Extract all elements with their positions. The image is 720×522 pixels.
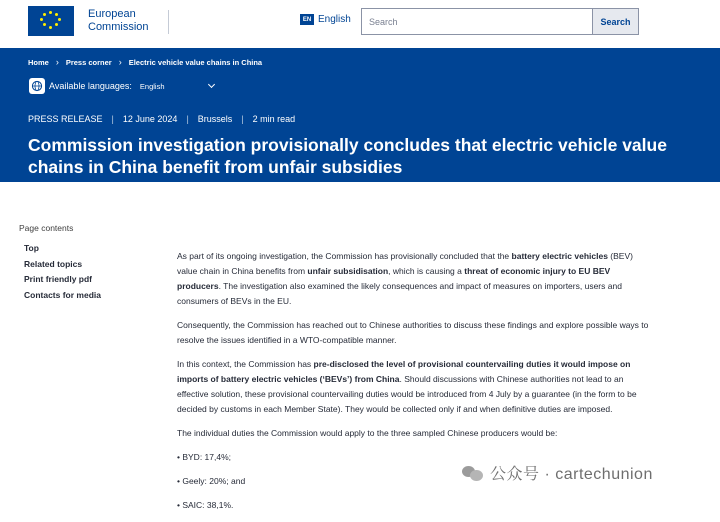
ec-logo[interactable] [28,4,174,38]
duty-item-byd: • BYD: 17,4%; [177,452,232,462]
available-languages-label: Available languages: [49,81,132,91]
search-input[interactable] [361,8,593,35]
release-place: Brussels [197,114,233,124]
page-banner [0,48,720,182]
press-meta [28,114,295,124]
meta-separator: | [186,114,189,124]
logo-divider [168,10,169,34]
chevron-right-icon: › [118,57,122,67]
language-select-value: English [139,81,165,91]
chevron-down-icon [207,81,214,88]
breadcrumb-current: Electric vehicle value chains in China [128,57,263,67]
meta-separator: | [111,114,114,124]
nav-item-related-topics[interactable]: Related topics [24,258,83,269]
language-globe-icon [29,78,45,94]
watermark-text: 公众号 · cartechunion [490,466,653,483]
search-button[interactable]: Search [593,8,639,35]
wechat-watermark [462,461,653,484]
page-title: Commission investigation provisionally concludes that electric vehicle value chains in China benefit from unfair subsidies [28,135,667,177]
language-switcher[interactable] [300,14,351,25]
wechat-icon [462,464,484,482]
search-form [361,8,639,35]
eu-flag-icon [28,6,74,36]
breadcrumb [28,57,262,67]
breadcrumb-home[interactable]: Home [28,57,49,67]
paragraph-4: The individual duties the Commission would apply to the three sampled Chinese producers would be: [177,428,558,438]
nav-item-print-pdf[interactable]: Print friendly pdf [24,274,92,284]
nav-item-top[interactable]: Top [24,243,39,253]
duty-item-saic: • SAIC: 38,1%. [177,500,234,510]
page-contents-nav [19,223,149,305]
page-contents-title: Page contents [19,223,74,233]
site-header [0,0,720,48]
logo-text: European Commission [88,8,149,33]
read-time: 2 min read [252,114,296,124]
language-label: English [318,14,351,25]
release-date: 12 June 2024 [122,114,178,124]
breadcrumb-press-corner[interactable]: Press corner [65,57,112,67]
available-languages [29,78,214,94]
paragraph-3: In this context, the Commission has pre-disclosed the level of provisional countervailing duties it would impose on imports of battery electric vehicles (‘BEVs’) from China. Should discussions with Chinese authorities not lead to an effective solution, these provisional countervailing duties would be introduced from 4 July by a guarantee (in the form to be decided by customs in each Member State). They would be collected only if and when definitive duties are imposed. [177,359,637,414]
language-select[interactable] [140,82,214,91]
paragraph-2: Consequently, the Commission has reached out to Chinese authorities to discuss these findings and explore possible ways to resolve the issues identified in a WTO-compatible manner. [177,320,649,345]
chevron-right-icon: › [55,57,59,67]
duty-item-geely: • Geely: 20%; and [177,476,246,486]
language-code-icon: EN [300,14,314,25]
nav-item-media-contacts[interactable]: Contacts for media [24,289,101,300]
meta-separator: | [241,114,244,124]
paragraph-1: As part of its ongoing investigation, the Commission has provisionally concluded that the battery electric vehicles (BEV) value chain in China benefits from unfair subsidisation, which is causing a threat of economic injury to EU BEV producers. The investigation also examined the likely consequences and impact of measures on importers, users and consumers of BEVs in the EU. [177,251,633,306]
release-type: PRESS RELEASE [28,114,103,124]
